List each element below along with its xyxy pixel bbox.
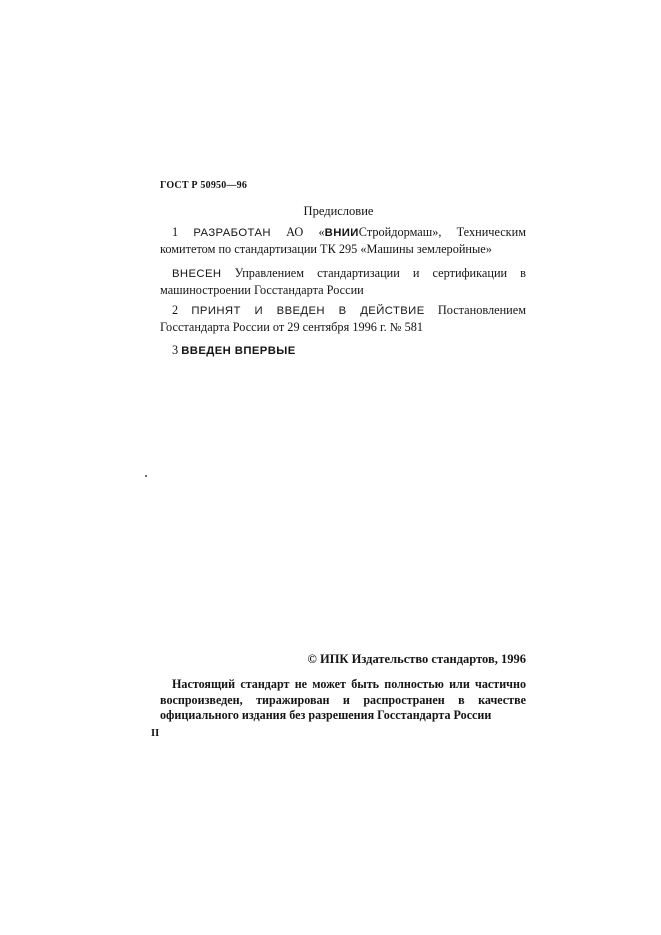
item-number: 2 — [172, 303, 179, 317]
introduced-label: ВНЕСЕН — [172, 268, 222, 280]
item-label: РАЗРАБОТАН — [193, 227, 271, 239]
first-introduced-label: ВВЕДЕН ВПЕРВЫЕ — [181, 345, 296, 357]
notice-text: Настоящий стандарт не может быть полностью или частично воспроизведен, тиражирован и распространен в качестве официального издания без разрешения Госстандарта России — [160, 677, 526, 722]
org-name-caps: ВНИИ — [324, 227, 359, 239]
reproduction-notice — [160, 677, 526, 724]
item-developed — [160, 224, 526, 257]
copyright-line: © ИПК Издательство стандартов, 1996 — [307, 652, 526, 666]
adopted-text: Постановлением Госстандарта России от 29 сентября 1996 г. № 581 — [160, 303, 527, 334]
item-number: 3 — [172, 343, 179, 357]
org-prefix: АО « — [286, 225, 325, 239]
item-adopted — [160, 302, 526, 335]
item-introduced — [160, 265, 526, 298]
foreword-title: Предисловие — [303, 204, 374, 218]
item-first-introduced — [160, 342, 526, 359]
introduced-text: Управлением стандартизации и сертификации в машиностроении Госстандарта России — [160, 266, 526, 297]
org-name-rest: Стройдормаш», Техническим комитетом по стандартизации ТК 295 «Машины землеройные» — [160, 225, 527, 256]
page-number: II — [151, 728, 160, 739]
document-code-header: ГОСТ Р 50950—96 — [160, 180, 248, 191]
scan-speck — [145, 475, 147, 477]
adopted-label: ПРИНЯТ И ВВЕДЕН В ДЕЙСТВИЕ — [191, 305, 425, 317]
item-number: 1 — [172, 225, 179, 239]
